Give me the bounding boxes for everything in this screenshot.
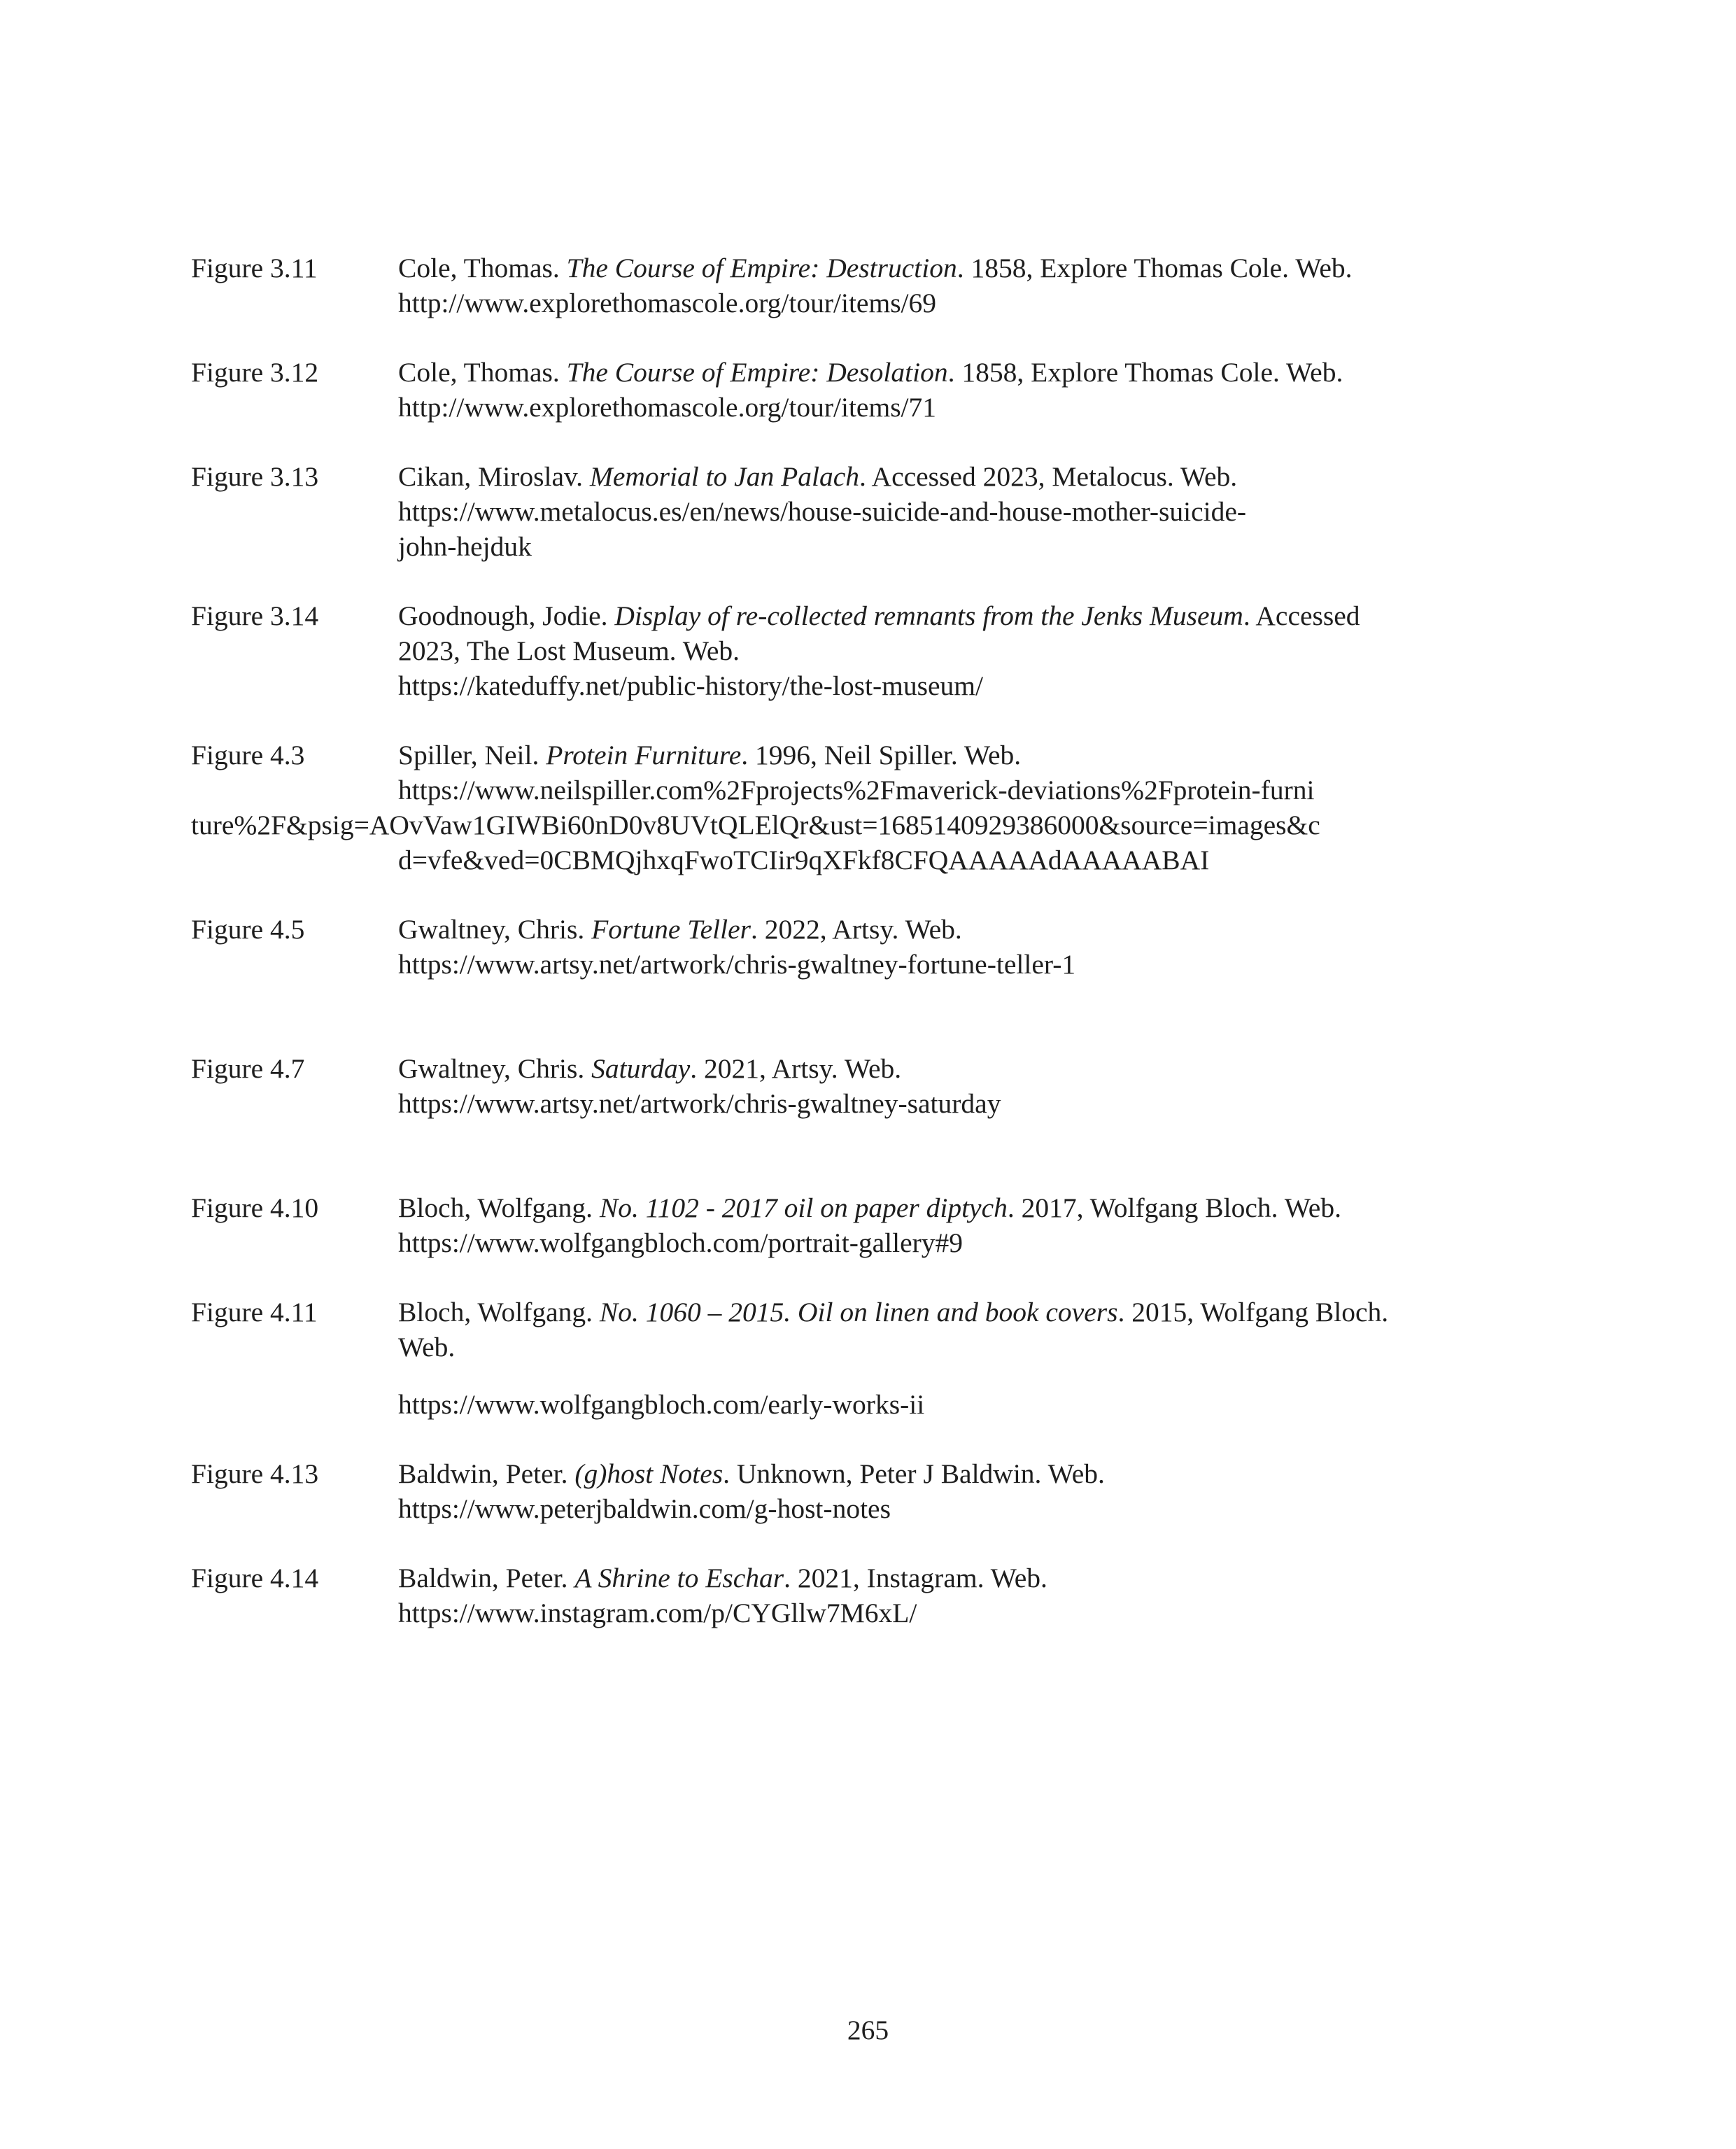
figure-reference — [398, 912, 1381, 982]
source-url-continued: john-hejduk — [398, 531, 532, 562]
figure-label: Figure 4.7 — [191, 1053, 305, 1084]
citation-line — [398, 1295, 1389, 1330]
author: Spiller, Neil. — [398, 740, 539, 770]
citation-details: . Unknown, Peter J Baldwin. Web. — [723, 1458, 1105, 1489]
source-url: https://www.artsy.net/artwork/chris-gwaltney-fortune-teller-1 — [398, 949, 1076, 980]
figure-label: Figure 4.5 — [191, 914, 305, 945]
figure-reference — [398, 355, 1381, 425]
figure-reference — [398, 251, 1381, 320]
citation-line — [398, 738, 1381, 773]
source-url: https://www.wolfgangbloch.com/portrait-gallery#9 — [398, 1227, 964, 1258]
figure-entry — [191, 1051, 1381, 1121]
work-title: Memorial to Jan Palach — [589, 461, 859, 492]
work-title: Display of re-collected remnants from the Jenks Museum — [614, 600, 1243, 631]
work-title: No. 1060 – 2015. Oil on linen and book covers — [599, 1297, 1118, 1327]
figure-label: Figure 3.13 — [191, 461, 319, 492]
figure-entry — [191, 1295, 1389, 1422]
citation-line — [398, 1560, 1381, 1595]
figure-entry — [191, 1456, 1381, 1526]
citation-details: . Accessed — [1243, 600, 1360, 631]
citation-line — [398, 1456, 1381, 1491]
source-url: http://www.explorethomascole.org/tour/items/69 — [398, 288, 937, 318]
author: Goodnough, Jodie. — [398, 600, 608, 631]
source-url: https://www.wolfgangbloch.com/early-works-ii — [398, 1389, 925, 1420]
author: Gwaltney, Chris. — [398, 914, 585, 945]
author: Bloch, Wolfgang. — [398, 1297, 593, 1327]
figure-entry — [191, 355, 1381, 425]
citation-details: . 2022, Artsy. Web. — [750, 914, 962, 945]
citation-line — [398, 459, 1381, 494]
figure-label: Figure 4.14 — [191, 1563, 319, 1593]
source-url: https://www.artsy.net/artwork/chris-gwaltney-saturday — [398, 1088, 1001, 1119]
citation-line — [398, 355, 1381, 390]
citation-line — [398, 1190, 1381, 1225]
work-title: (g)host Notes — [574, 1458, 724, 1489]
figure-label: Figure 4.10 — [191, 1192, 319, 1223]
source-url-continued: ture%2F&psig=AOvVaw1GIWBi60nD0v8UVtQLElQr&ust=1685140929386000&source=images&c — [191, 810, 1320, 840]
citation-details: . 1858, Explore Thomas Cole. Web. — [947, 357, 1343, 388]
figure-entry — [191, 459, 1381, 564]
source-url: http://www.explorethomascole.org/tour/items/71 — [398, 392, 937, 423]
work-title: The Course of Empire: Desolation — [566, 357, 948, 388]
author: Baldwin, Peter. — [398, 1563, 568, 1593]
source-url: https://www.metalocus.es/en/news/house-suicide-and-house-mother-suicide- — [398, 496, 1247, 527]
citation-details: . 2021, Artsy. Web. — [690, 1053, 902, 1084]
figure-entry — [191, 598, 1381, 703]
citation-details: . 2017, Wolfgang Bloch. Web. — [1007, 1192, 1341, 1223]
figure-entry — [191, 251, 1381, 320]
source-url: https://www.neilspiller.com%2Fprojects%2Fmaverick-deviations%2Fprotein-furni — [398, 775, 1315, 805]
author: Cole, Thomas. — [398, 357, 560, 388]
source-url: https://kateduffy.net/public-history/the-lost-museum/ — [398, 670, 983, 701]
figure-entry — [191, 738, 1381, 878]
work-title: The Course of Empire: Destruction — [566, 253, 957, 283]
figure-reference — [398, 1560, 1381, 1630]
figure-label: Figure 4.3 — [191, 740, 305, 770]
citation-details: . 1858, Explore Thomas Cole. Web. — [957, 253, 1353, 283]
figure-label: Figure 3.11 — [191, 253, 318, 283]
figure-reference — [398, 1295, 1389, 1422]
citation-details: . 2021, Instagram. Web. — [784, 1563, 1047, 1593]
work-title: No. 1102 - 2017 oil on paper diptych — [599, 1192, 1008, 1223]
citation-line — [398, 598, 1381, 633]
figure-reference — [398, 598, 1381, 703]
author: Cikan, Miroslav. — [398, 461, 584, 492]
citation-details: . 2015, Wolfgang Bloch. — [1117, 1297, 1389, 1327]
work-title: Saturday — [591, 1053, 691, 1084]
citation-details: . Accessed 2023, Metalocus. Web. — [859, 461, 1238, 492]
figure-reference — [398, 1456, 1381, 1526]
citation-details: . 1996, Neil Spiller. Web. — [741, 740, 1022, 770]
work-title: Fortune Teller — [591, 914, 751, 945]
citation-line — [398, 1051, 1381, 1086]
citation-line — [398, 912, 1381, 947]
citation-line-continued: Web. — [398, 1332, 456, 1362]
author: Bloch, Wolfgang. — [398, 1192, 593, 1223]
figure-reference — [398, 1190, 1381, 1260]
author: Gwaltney, Chris. — [398, 1053, 585, 1084]
figure-reference — [398, 459, 1381, 564]
figure-entry — [191, 1190, 1381, 1260]
source-url: https://www.peterjbaldwin.com/g-host-notes — [398, 1493, 891, 1524]
source-url-continued: d=vfe&ved=0CBMQjhxqFwoTCIir9qXFkf8CFQAAAAAdAAAAABAI — [398, 845, 1210, 875]
figure-label: Figure 3.14 — [191, 600, 319, 631]
source-url: https://www.instagram.com/p/CYGllw7M6xL/ — [398, 1598, 917, 1628]
work-title: Protein Furniture — [546, 740, 742, 770]
citation-line-continued: 2023, The Lost Museum. Web. — [398, 635, 740, 666]
figure-reference — [398, 1051, 1381, 1121]
figure-label: Figure 4.11 — [191, 1297, 318, 1327]
figure-entry — [191, 912, 1381, 982]
figure-entry — [191, 1560, 1381, 1630]
work-title: A Shrine to Eschar — [574, 1563, 784, 1593]
figure-label: Figure 4.13 — [191, 1458, 319, 1489]
author: Baldwin, Peter. — [398, 1458, 568, 1489]
author: Cole, Thomas. — [398, 253, 560, 283]
page-number: 265 — [847, 2015, 889, 2045]
figure-label: Figure 3.12 — [191, 357, 319, 388]
citation-line — [398, 251, 1381, 286]
